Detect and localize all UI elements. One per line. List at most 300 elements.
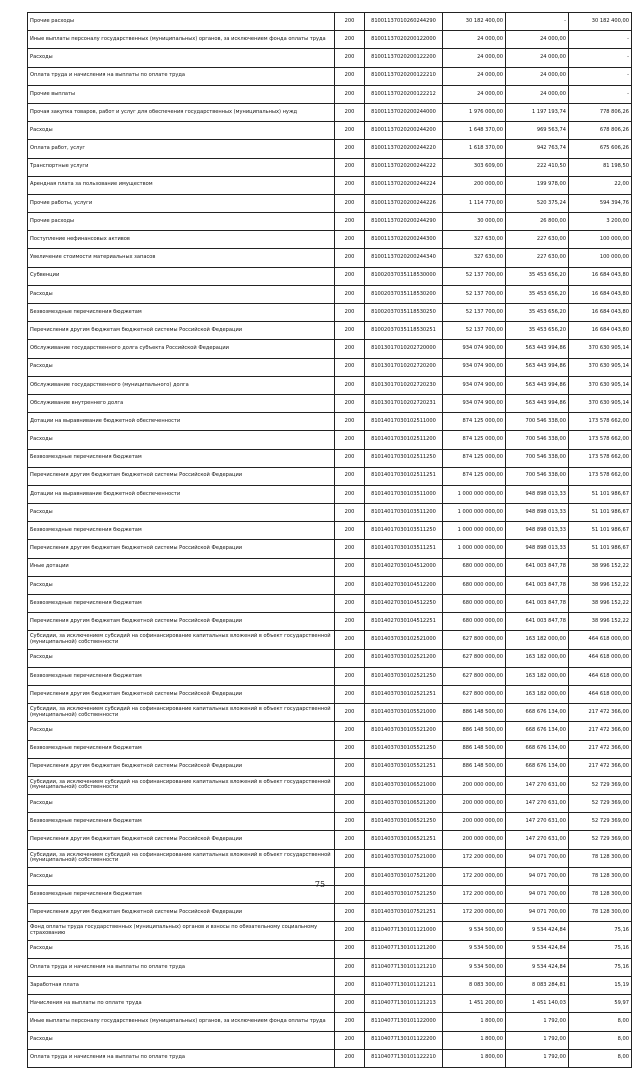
approved-amount-cell: 627 800 000,00 [443, 667, 506, 685]
table-row [28, 558, 632, 576]
table-row [28, 1049, 632, 1067]
table-row [28, 849, 632, 867]
table-row [28, 467, 632, 485]
executed-amount-cell: 668 676 134,00 [506, 722, 569, 740]
row-code-cell: 200 [335, 322, 365, 340]
row-code-cell: 200 [335, 631, 365, 649]
table-row [28, 940, 632, 958]
row-name-cell: Увеличение стоимости материальных запасов [28, 249, 335, 267]
executed-amount-cell: - [506, 13, 569, 31]
row-kbk-cell: 81001137020200122212 [365, 85, 443, 103]
table-row [28, 649, 632, 667]
executed-amount-cell: 147 270 631,00 [506, 831, 569, 849]
row-name-cell: Иные выплаты персоналу государственных (муниципальных) органов, за исключением фонда оплаты труда [28, 31, 335, 49]
row-kbk-cell: 81014037030102521250 [365, 667, 443, 685]
table-row [28, 576, 632, 594]
unexecuted-amount-cell: 370 630 905,14 [569, 340, 632, 358]
executed-amount-cell: 668 676 134,00 [506, 704, 569, 722]
row-name-cell: Перечисления другим бюджетам бюджетной системы Российской Федерации [28, 467, 335, 485]
executed-amount-cell: 94 071 700,00 [506, 849, 569, 867]
row-kbk-cell: 81013017010202720200 [365, 358, 443, 376]
table-row [28, 776, 632, 794]
approved-amount-cell: 1 800,00 [443, 1031, 506, 1049]
table-row [28, 1031, 632, 1049]
approved-amount-cell: 680 000 000,00 [443, 613, 506, 631]
row-kbk-cell: 81014017030103511250 [365, 522, 443, 540]
approved-amount-cell: 874 125 000,00 [443, 413, 506, 431]
row-code-cell: 200 [335, 485, 365, 503]
approved-amount-cell: 1 000 000 000,00 [443, 540, 506, 558]
table-row [28, 922, 632, 940]
budget-expenditure-table [27, 12, 632, 1068]
executed-amount-cell: 24 000,00 [506, 49, 569, 67]
approved-amount-cell: 172 200 000,00 [443, 849, 506, 867]
approved-amount-cell: 1 114 770,00 [443, 194, 506, 212]
row-name-cell: Перечисления другим бюджетам бюджетной системы Российской Федерации [28, 831, 335, 849]
executed-amount-cell: 24 000,00 [506, 31, 569, 49]
approved-amount-cell: 30 000,00 [443, 213, 506, 231]
row-code-cell: 200 [335, 776, 365, 794]
row-name-cell: Расходы [28, 504, 335, 522]
table-row [28, 540, 632, 558]
unexecuted-amount-cell: 370 630 905,14 [569, 394, 632, 412]
approved-amount-cell: 172 200 000,00 [443, 904, 506, 922]
executed-amount-cell: 948 898 013,33 [506, 540, 569, 558]
row-name-cell: Прочая закупка товаров, работ и услуг для обеспечения государственных (муниципальных) нужд [28, 103, 335, 121]
row-kbk-cell: 81001137020200244222 [365, 158, 443, 176]
row-name-cell: Прочие работы, услуги [28, 194, 335, 212]
row-name-cell: Перечисления другим бюджетам бюджетной системы Российской Федерации [28, 758, 335, 776]
row-name-cell: Расходы [28, 649, 335, 667]
unexecuted-amount-cell: 173 578 662,00 [569, 449, 632, 467]
unexecuted-amount-cell: - [569, 31, 632, 49]
row-name-cell: Субсидии, за исключением субсидий на софинансирование капитальных вложений в объект государственной (муниципальной) собственности [28, 776, 335, 794]
row-kbk-cell: 81104077130101121213 [365, 995, 443, 1013]
row-name-cell: Субсидии, за исключением субсидий на софинансирование капитальных вложений в объект государственной (муниципальной) собственности [28, 631, 335, 649]
row-code-cell: 200 [335, 795, 365, 813]
row-code-cell: 200 [335, 49, 365, 67]
row-name-cell: Начисления на выплаты по оплате труда [28, 995, 335, 1013]
row-code-cell: 200 [335, 213, 365, 231]
table-row [28, 322, 632, 340]
row-name-cell: Оплата труда и начисления на выплаты по оплате труда [28, 958, 335, 976]
executed-amount-cell: 641 003 847,78 [506, 595, 569, 613]
unexecuted-amount-cell: 75,16 [569, 940, 632, 958]
row-code-cell: 200 [335, 540, 365, 558]
approved-amount-cell: 1 451 200,00 [443, 995, 506, 1013]
row-kbk-cell: 81001137020200244200 [365, 122, 443, 140]
table-row [28, 158, 632, 176]
row-code-cell: 200 [335, 849, 365, 867]
row-kbk-cell: 81014037030107521200 [365, 867, 443, 885]
unexecuted-amount-cell: 30 182 400,00 [569, 13, 632, 31]
executed-amount-cell: 969 563,74 [506, 122, 569, 140]
row-code-cell: 200 [335, 467, 365, 485]
executed-amount-cell: 227 630,00 [506, 231, 569, 249]
row-name-cell: Безвозмездные перечисления бюджетам [28, 449, 335, 467]
row-name-cell: Безвозмездные перечисления бюджетам [28, 813, 335, 831]
executed-amount-cell: 948 898 013,33 [506, 522, 569, 540]
row-kbk-cell: 81104077130101121200 [365, 940, 443, 958]
table-row [28, 67, 632, 85]
table-row [28, 122, 632, 140]
table-body [28, 13, 632, 1068]
unexecuted-amount-cell: 51 101 986,67 [569, 485, 632, 503]
unexecuted-amount-cell: 173 578 662,00 [569, 467, 632, 485]
unexecuted-amount-cell: 370 630 905,14 [569, 358, 632, 376]
row-kbk-cell: 81001137020200122000 [365, 31, 443, 49]
table-row [28, 394, 632, 412]
row-kbk-cell: 81104077130101121211 [365, 976, 443, 994]
row-name-cell: Расходы [28, 285, 335, 303]
row-kbk-cell: 81014037030106521250 [365, 813, 443, 831]
row-code-cell: 200 [335, 285, 365, 303]
table-row [28, 813, 632, 831]
table-row [28, 1013, 632, 1031]
approved-amount-cell: 627 800 000,00 [443, 649, 506, 667]
table-row [28, 958, 632, 976]
table-row [28, 194, 632, 212]
unexecuted-amount-cell: 8,00 [569, 1049, 632, 1067]
executed-amount-cell: 1 792,00 [506, 1013, 569, 1031]
executed-amount-cell: 1 197 193,74 [506, 103, 569, 121]
unexecuted-amount-cell: 217 472 366,00 [569, 722, 632, 740]
approved-amount-cell: 52 137 700,00 [443, 322, 506, 340]
row-code-cell: 200 [335, 449, 365, 467]
executed-amount-cell: 94 071 700,00 [506, 904, 569, 922]
approved-amount-cell: 934 074 900,00 [443, 394, 506, 412]
approved-amount-cell: 52 137 700,00 [443, 267, 506, 285]
row-name-cell: Прочие выплаты [28, 85, 335, 103]
approved-amount-cell: 303 609,00 [443, 158, 506, 176]
unexecuted-amount-cell: 16 684 043,80 [569, 267, 632, 285]
row-name-cell: Иные дотации [28, 558, 335, 576]
unexecuted-amount-cell: 675 606,26 [569, 140, 632, 158]
row-kbk-cell: 81013017010202720231 [365, 394, 443, 412]
row-code-cell: 200 [335, 413, 365, 431]
approved-amount-cell: 172 200 000,00 [443, 867, 506, 885]
row-name-cell: Расходы [28, 576, 335, 594]
table-row [28, 667, 632, 685]
executed-amount-cell: 35 453 656,20 [506, 267, 569, 285]
table-row [28, 13, 632, 31]
executed-amount-cell: 700 546 338,00 [506, 467, 569, 485]
row-kbk-cell: 81001137020200122210 [365, 67, 443, 85]
approved-amount-cell: 30 182 400,00 [443, 13, 506, 31]
executed-amount-cell: 26 800,00 [506, 213, 569, 231]
approved-amount-cell: 1 000 000 000,00 [443, 522, 506, 540]
executed-amount-cell: 1 792,00 [506, 1049, 569, 1067]
row-code-cell: 200 [335, 67, 365, 85]
row-kbk-cell: 81001137020200244224 [365, 176, 443, 194]
table-row [28, 449, 632, 467]
approved-amount-cell: 680 000 000,00 [443, 576, 506, 594]
unexecuted-amount-cell: 100 000,00 [569, 231, 632, 249]
table-row [28, 231, 632, 249]
row-kbk-cell: 81014027030104512250 [365, 595, 443, 613]
unexecuted-amount-cell: 78 128 300,00 [569, 867, 632, 885]
unexecuted-amount-cell: 16 684 043,80 [569, 322, 632, 340]
unexecuted-amount-cell: 81 198,50 [569, 158, 632, 176]
row-code-cell: 200 [335, 595, 365, 613]
row-code-cell: 200 [335, 13, 365, 31]
row-name-cell: Безвозмездные перечисления бюджетам [28, 740, 335, 758]
unexecuted-amount-cell: 51 101 986,67 [569, 522, 632, 540]
row-kbk-cell: 81104077130101122000 [365, 1013, 443, 1031]
table-row [28, 249, 632, 267]
row-kbk-cell: 81014037030106521000 [365, 776, 443, 794]
row-kbk-cell: 81014037030106521251 [365, 831, 443, 849]
row-kbk-cell: 81014027030104512000 [365, 558, 443, 576]
unexecuted-amount-cell: 16 684 043,80 [569, 285, 632, 303]
row-name-cell: Перечисления другим бюджетам бюджетной системы Российской Федерации [28, 540, 335, 558]
table-row [28, 522, 632, 540]
unexecuted-amount-cell: 38 996 152,22 [569, 613, 632, 631]
row-code-cell: 200 [335, 740, 365, 758]
executed-amount-cell: 700 546 338,00 [506, 413, 569, 431]
table-row [28, 504, 632, 522]
row-name-cell: Расходы [28, 122, 335, 140]
row-code-cell: 200 [335, 249, 365, 267]
executed-amount-cell: 700 546 338,00 [506, 431, 569, 449]
unexecuted-amount-cell: 778 806,26 [569, 103, 632, 121]
table-row [28, 267, 632, 285]
row-code-cell: 200 [335, 558, 365, 576]
row-code-cell: 200 [335, 940, 365, 958]
approved-amount-cell: 24 000,00 [443, 31, 506, 49]
unexecuted-amount-cell: 78 128 300,00 [569, 904, 632, 922]
row-kbk-cell: 81001137020200244340 [365, 249, 443, 267]
row-name-cell: Перечисления другим бюджетам бюджетной системы Российской Федерации [28, 322, 335, 340]
row-kbk-cell: 81001137020200244000 [365, 103, 443, 121]
approved-amount-cell: 874 125 000,00 [443, 431, 506, 449]
row-code-cell: 200 [335, 904, 365, 922]
row-name-cell: Субвенции [28, 267, 335, 285]
executed-amount-cell: 9 534 424,84 [506, 922, 569, 940]
row-name-cell: Расходы [28, 795, 335, 813]
row-code-cell: 200 [335, 340, 365, 358]
unexecuted-amount-cell: 75,16 [569, 958, 632, 976]
row-code-cell: 200 [335, 649, 365, 667]
row-kbk-cell: 81014037030105521251 [365, 758, 443, 776]
executed-amount-cell: 563 443 994,86 [506, 340, 569, 358]
executed-amount-cell: 24 000,00 [506, 85, 569, 103]
unexecuted-amount-cell: 217 472 366,00 [569, 758, 632, 776]
row-kbk-cell: 81104077130101121210 [365, 958, 443, 976]
executed-amount-cell: 942 763,74 [506, 140, 569, 158]
table-row [28, 285, 632, 303]
row-name-cell: Расходы [28, 867, 335, 885]
row-code-cell: 200 [335, 576, 365, 594]
table-row [28, 704, 632, 722]
table-row [28, 758, 632, 776]
row-kbk-cell: 81014037030107521251 [365, 904, 443, 922]
row-name-cell: Поступление нефинансовых активов [28, 231, 335, 249]
approved-amount-cell: 627 800 000,00 [443, 685, 506, 703]
unexecuted-amount-cell: 52 729 369,00 [569, 831, 632, 849]
row-kbk-cell: 81014037030102521200 [365, 649, 443, 667]
unexecuted-amount-cell: 678 806,26 [569, 122, 632, 140]
row-kbk-cell: 81002037035118530000 [365, 267, 443, 285]
row-name-cell: Обслуживание государственного (муниципального) долга [28, 376, 335, 394]
row-code-cell: 200 [335, 1013, 365, 1031]
row-name-cell: Оплата труда и начисления на выплаты по оплате труда [28, 67, 335, 85]
table-row [28, 431, 632, 449]
row-name-cell: Прочие расходы [28, 13, 335, 31]
row-kbk-cell: 81001137010260244290 [365, 13, 443, 31]
row-name-cell: Обслуживание внутреннего долга [28, 394, 335, 412]
row-code-cell: 200 [335, 976, 365, 994]
row-kbk-cell: 81014017030103511251 [365, 540, 443, 558]
unexecuted-amount-cell: 38 996 152,22 [569, 595, 632, 613]
row-code-cell: 200 [335, 176, 365, 194]
approved-amount-cell: 24 000,00 [443, 49, 506, 67]
unexecuted-amount-cell: 22,00 [569, 176, 632, 194]
executed-amount-cell: 563 443 994,86 [506, 358, 569, 376]
unexecuted-amount-cell: 100 000,00 [569, 249, 632, 267]
unexecuted-amount-cell: 15,19 [569, 976, 632, 994]
table-row [28, 213, 632, 231]
row-name-cell: Субсидии, за исключением субсидий на софинансирование капитальных вложений в объект государственной (муниципальной) собственности [28, 849, 335, 867]
row-code-cell: 200 [335, 1031, 365, 1049]
executed-amount-cell: 147 270 631,00 [506, 776, 569, 794]
executed-amount-cell: 641 003 847,78 [506, 558, 569, 576]
row-code-cell: 200 [335, 31, 365, 49]
row-name-cell: Дотации на выравнивание бюджетной обеспеченности [28, 413, 335, 431]
approved-amount-cell: 886 148 500,00 [443, 758, 506, 776]
unexecuted-amount-cell: 78 128 300,00 [569, 886, 632, 904]
executed-amount-cell: 147 270 631,00 [506, 813, 569, 831]
unexecuted-amount-cell: 3 200,00 [569, 213, 632, 231]
approved-amount-cell: 327 630,00 [443, 249, 506, 267]
executed-amount-cell: 94 071 700,00 [506, 886, 569, 904]
row-code-cell: 200 [335, 304, 365, 322]
row-kbk-cell: 81014017030103511200 [365, 504, 443, 522]
row-code-cell: 200 [335, 685, 365, 703]
table-row [28, 613, 632, 631]
row-code-cell: 200 [335, 995, 365, 1013]
unexecuted-amount-cell: - [569, 85, 632, 103]
table-row [28, 176, 632, 194]
approved-amount-cell: 680 000 000,00 [443, 595, 506, 613]
approved-amount-cell: 52 137 700,00 [443, 285, 506, 303]
executed-amount-cell: 948 898 013,33 [506, 485, 569, 503]
row-kbk-cell: 81014027030104512200 [365, 576, 443, 594]
approved-amount-cell: 874 125 000,00 [443, 449, 506, 467]
table-row [28, 103, 632, 121]
executed-amount-cell: 94 071 700,00 [506, 867, 569, 885]
row-name-cell: Заработная плата [28, 976, 335, 994]
row-kbk-cell: 81014037030107521000 [365, 849, 443, 867]
table-row [28, 358, 632, 376]
row-name-cell: Прочие расходы [28, 213, 335, 231]
approved-amount-cell: 9 534 500,00 [443, 940, 506, 958]
approved-amount-cell: 874 125 000,00 [443, 467, 506, 485]
approved-amount-cell: 200 000,00 [443, 176, 506, 194]
unexecuted-amount-cell: 51 101 986,67 [569, 504, 632, 522]
row-code-cell: 200 [335, 522, 365, 540]
unexecuted-amount-cell: 52 729 369,00 [569, 776, 632, 794]
row-kbk-cell: 81001137020200244290 [365, 213, 443, 231]
unexecuted-amount-cell: - [569, 49, 632, 67]
row-kbk-cell: 81014037030107521250 [365, 886, 443, 904]
row-name-cell: Расходы [28, 49, 335, 67]
table-row [28, 595, 632, 613]
approved-amount-cell: 1 800,00 [443, 1049, 506, 1067]
row-kbk-cell: 81002037035118530251 [365, 322, 443, 340]
executed-amount-cell: 520 375,24 [506, 194, 569, 212]
executed-amount-cell: 35 453 656,20 [506, 322, 569, 340]
executed-amount-cell: 227 630,00 [506, 249, 569, 267]
row-name-cell: Арендная плата за пользование имуществом [28, 176, 335, 194]
approved-amount-cell: 172 200 000,00 [443, 886, 506, 904]
executed-amount-cell: 948 898 013,33 [506, 504, 569, 522]
unexecuted-amount-cell: 173 578 662,00 [569, 431, 632, 449]
row-name-cell: Иные выплаты персоналу государственных (муниципальных) органов, за исключением фонда оплаты труда [28, 1013, 335, 1031]
executed-amount-cell: 163 182 000,00 [506, 649, 569, 667]
row-code-cell: 200 [335, 922, 365, 940]
row-name-cell: Оплата работ, услуг [28, 140, 335, 158]
table-row [28, 795, 632, 813]
unexecuted-amount-cell: 217 472 366,00 [569, 740, 632, 758]
approved-amount-cell: 327 630,00 [443, 231, 506, 249]
table-row [28, 831, 632, 849]
row-code-cell: 200 [335, 831, 365, 849]
row-name-cell: Расходы [28, 1031, 335, 1049]
approved-amount-cell: 1 648 370,00 [443, 122, 506, 140]
row-kbk-cell: 81014017030102511250 [365, 449, 443, 467]
row-kbk-cell: 81104077130101121000 [365, 922, 443, 940]
row-kbk-cell: 81104077130101122200 [365, 1031, 443, 1049]
row-code-cell: 200 [335, 813, 365, 831]
row-name-cell: Расходы [28, 431, 335, 449]
table-row [28, 85, 632, 103]
row-code-cell: 200 [335, 613, 365, 631]
table-row [28, 722, 632, 740]
row-kbk-cell: 81002037035118530250 [365, 304, 443, 322]
approved-amount-cell: 200 000 000,00 [443, 795, 506, 813]
table-row [28, 376, 632, 394]
row-code-cell: 200 [335, 358, 365, 376]
unexecuted-amount-cell: 594 394,76 [569, 194, 632, 212]
approved-amount-cell: 1 618 370,00 [443, 140, 506, 158]
row-name-cell: Транспортные услуги [28, 158, 335, 176]
executed-amount-cell: 222 410,50 [506, 158, 569, 176]
row-name-cell: Перечисления другим бюджетам бюджетной системы Российской Федерации [28, 904, 335, 922]
row-code-cell: 200 [335, 722, 365, 740]
executed-amount-cell: 199 978,00 [506, 176, 569, 194]
row-code-cell: 200 [335, 140, 365, 158]
table-row [28, 685, 632, 703]
row-code-cell: 200 [335, 376, 365, 394]
row-kbk-cell: 81014017030102511200 [365, 431, 443, 449]
row-kbk-cell: 81014017030103511000 [365, 485, 443, 503]
row-name-cell: Безвозмездные перечисления бюджетам [28, 667, 335, 685]
approved-amount-cell: 52 137 700,00 [443, 304, 506, 322]
row-code-cell: 200 [335, 194, 365, 212]
row-name-cell: Оплата труда и начисления на выплаты по оплате труда [28, 1049, 335, 1067]
row-kbk-cell: 81001137020200122200 [365, 49, 443, 67]
row-code-cell: 200 [335, 85, 365, 103]
approved-amount-cell: 886 148 500,00 [443, 722, 506, 740]
unexecuted-amount-cell: 8,00 [569, 1031, 632, 1049]
row-code-cell: 200 [335, 158, 365, 176]
row-kbk-cell: 81014037030106521200 [365, 795, 443, 813]
approved-amount-cell: 1 000 000 000,00 [443, 485, 506, 503]
row-kbk-cell: 81002037035118530200 [365, 285, 443, 303]
table-row [28, 740, 632, 758]
row-code-cell: 200 [335, 958, 365, 976]
